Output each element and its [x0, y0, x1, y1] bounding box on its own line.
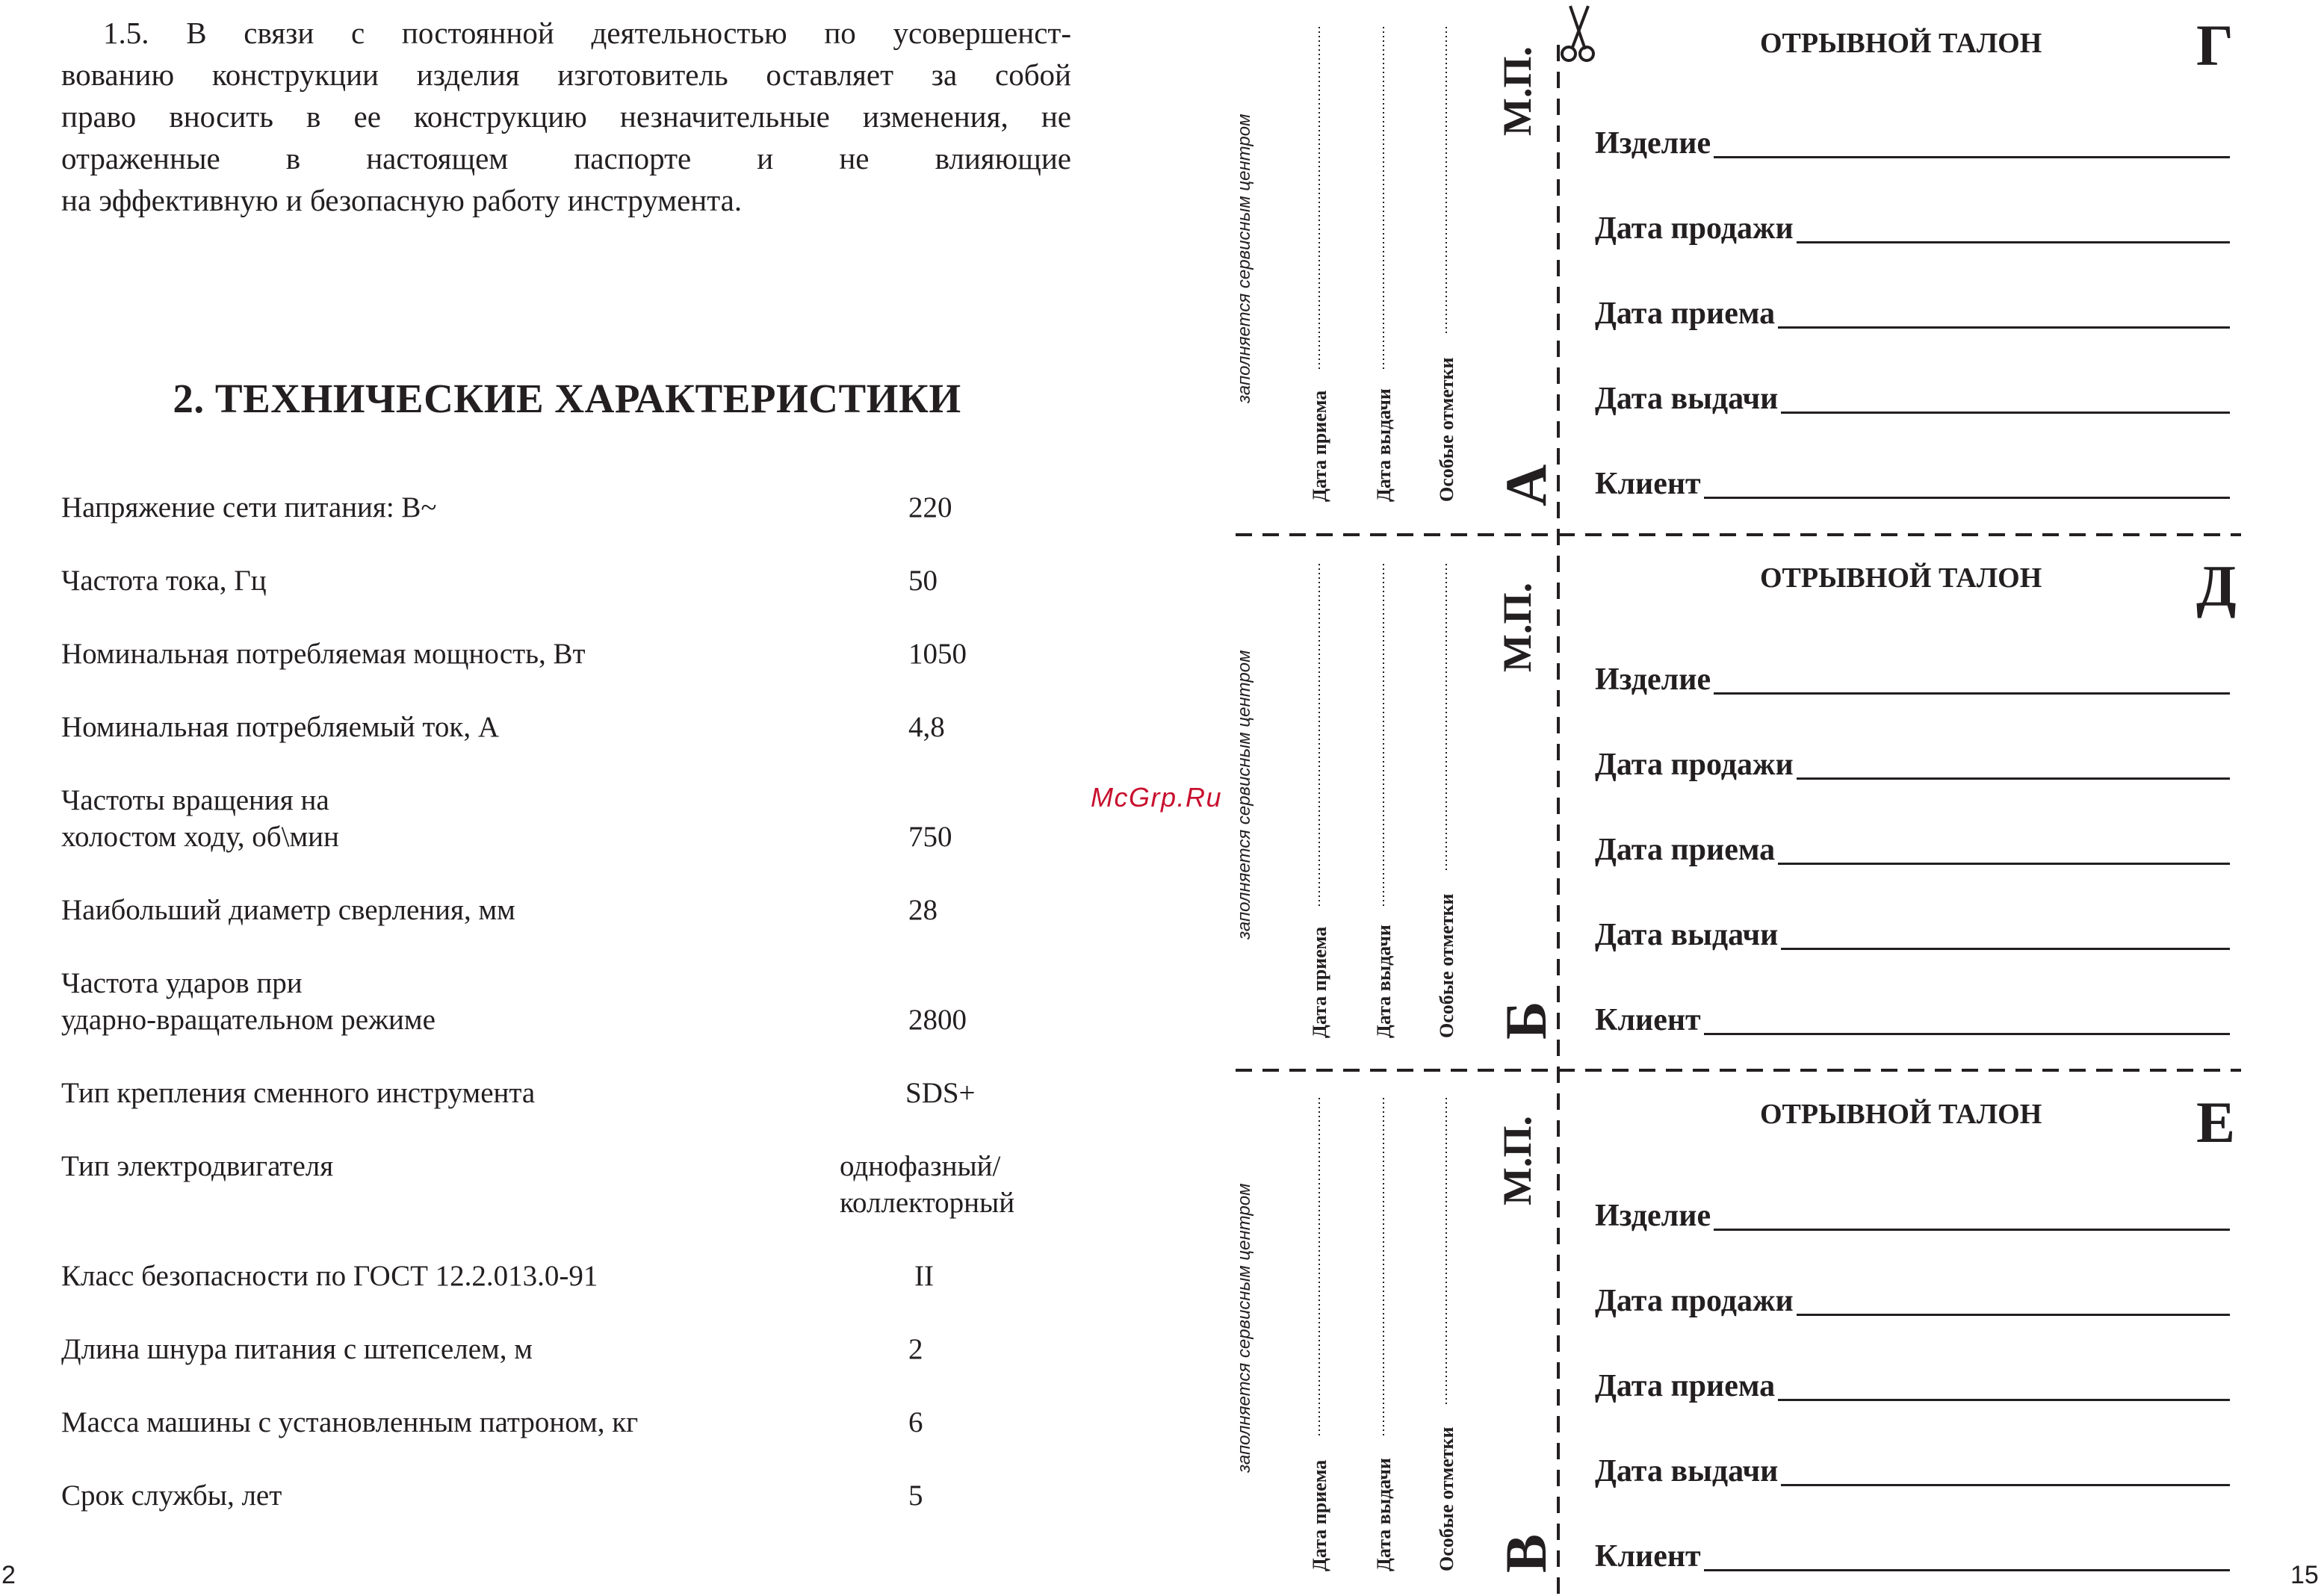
field-label: Дата продажи: [1595, 747, 1797, 783]
stamp-label: М.П.: [1495, 46, 1540, 136]
stamp-label: М.П.: [1495, 583, 1540, 672]
field-label: Изделие: [1595, 125, 1714, 161]
spec-label-continued: ударно-вращательном режиме: [61, 1004, 436, 1036]
spec-label: Наибольший диаметр сверления, мм: [61, 894, 515, 926]
field-label: Дата приема: [1595, 1368, 1778, 1404]
stub-date-issued: Дата выдачи: [1373, 388, 1395, 502]
page-number: 15: [2290, 1561, 2319, 1589]
service-note: заполняется сервисным центром: [1234, 650, 1254, 940]
spec-label: Длина шнура питания с штепселем, м: [61, 1333, 533, 1365]
stub-date-received: Дата приема: [1309, 390, 1330, 502]
spec-value: 2800: [908, 1004, 967, 1036]
coupon-field[interactable]: [1595, 294, 2230, 336]
field-label: Дата продажи: [1595, 211, 1797, 246]
stub-date-issued: Дата выдачи: [1373, 1458, 1395, 1571]
paragraph-line: вованию конструкции изделия изготовитель оставляет за собой: [61, 58, 1071, 92]
spec-value: 750: [908, 821, 952, 853]
coupon-field[interactable]: [1595, 209, 2230, 251]
stub-date-received: Дата приема: [1309, 1459, 1330, 1571]
field-label: Дата выдачи: [1595, 1453, 1781, 1489]
spec-label: Тип крепления сменного инструмента: [61, 1077, 536, 1109]
field-label: Дата приема: [1595, 832, 1778, 868]
stub-letter: А: [1493, 464, 1558, 506]
stub-special-notes: Особые отметки: [1436, 357, 1457, 502]
paragraph-text: 1.5. В связи с постоянной деятельностью по усовершенст-: [103, 16, 1071, 50]
coupon-field[interactable]: [1595, 660, 2230, 702]
spec-label: Срок службы, лет: [61, 1479, 282, 1512]
spec-value: II: [914, 1260, 934, 1292]
watermark: McGrp.Ru: [1091, 782, 1223, 813]
spec-label: Номинальная потребляемый ток, А: [61, 711, 500, 743]
field-label: Изделие: [1595, 662, 1714, 698]
field-label: Клиент: [1595, 1538, 1704, 1574]
coupon-field[interactable]: [1595, 745, 2230, 787]
service-note: заполняется сервисным центром: [1234, 1183, 1254, 1473]
stub-letter: Б: [1493, 1001, 1558, 1040]
coupon-field[interactable]: [1595, 830, 2230, 872]
field-label: Дата выдачи: [1595, 917, 1781, 953]
stub-special-notes: Особые отметки: [1436, 1426, 1457, 1571]
spec-label: Номинальная потребляемая мощность, Вт: [61, 638, 586, 670]
spec-value: 5: [908, 1479, 923, 1512]
field-label: Дата приема: [1595, 296, 1778, 332]
coupon-title: ОТРЫВНОЙ ТАЛОН: [1760, 28, 2042, 59]
spec-value: SDS+: [905, 1077, 976, 1109]
coupon-field[interactable]: [1595, 1452, 2230, 1494]
spec-label-continued: холостом ходу, об\мин: [61, 821, 339, 853]
coupon-title: ОТРЫВНОЙ ТАЛОН: [1760, 562, 2042, 594]
spec-value-continued: коллекторный: [840, 1187, 1015, 1219]
stub-letter: В: [1493, 1533, 1558, 1573]
coupon-field[interactable]: [1595, 124, 2230, 166]
coupon-field[interactable]: [1595, 465, 2230, 506]
paragraph-line: на эффективную и безопасную работу инструмента.: [61, 183, 743, 217]
spec-value: 2: [908, 1333, 923, 1365]
field-label: Дата выдачи: [1595, 381, 1781, 417]
stub-date-received: Дата приема: [1309, 926, 1330, 1038]
field-label: Дата продажи: [1595, 1283, 1797, 1319]
spec-value: 220: [908, 491, 952, 524]
page-number: 2: [1, 1561, 16, 1589]
coupon-field[interactable]: [1595, 1196, 2230, 1238]
scissors-icon: [1562, 6, 1593, 60]
spec-label: Напряжение сети питания: В~: [61, 491, 437, 524]
spec-value: 4,8: [908, 711, 945, 743]
service-note: заполняется сервисным центром: [1234, 114, 1254, 403]
field-label: Клиент: [1595, 466, 1704, 502]
spec-value: 50: [908, 565, 938, 597]
coupon-field[interactable]: [1595, 1001, 2230, 1043]
spec-label: Частоты вращения на: [61, 784, 329, 816]
spec-label: Тип электродвигателя: [61, 1150, 334, 1182]
stub-special-notes: Особые отметки: [1436, 893, 1457, 1038]
spec-label: Частота тока, Гц: [61, 565, 267, 597]
spec-value: 28: [908, 894, 938, 926]
section-title: 2. ТЕХНИЧЕСКИЕ ХАРАКТЕРИСТИКИ: [173, 376, 961, 421]
stamp-label: М.П.: [1495, 1116, 1540, 1205]
paragraph-line: право вносить в ее конструкцию незначительные изменения, не: [61, 99, 1071, 134]
paragraph-line: отраженные в настоящем паспорте и не влияющие: [61, 141, 1071, 176]
coupon-letter: Д: [2196, 553, 2237, 618]
spec-value: однофазный/: [840, 1150, 1001, 1182]
coupon-field[interactable]: [1595, 379, 2230, 421]
coupon-field[interactable]: [1595, 1367, 2230, 1409]
coupon-field[interactable]: [1595, 1282, 2230, 1323]
stub-date-issued: Дата выдачи: [1373, 925, 1395, 1038]
field-label: Изделие: [1595, 1198, 1714, 1234]
coupon-letter: Г: [2196, 13, 2234, 78]
spec-value: 1050: [908, 638, 967, 670]
spec-label: Масса машины с установленным патроном, кг: [61, 1406, 639, 1438]
coupon-field[interactable]: [1595, 916, 2230, 957]
field-label: Клиент: [1595, 1002, 1704, 1038]
spec-label: Класс безопасности по ГОСТ 12.2.013.0-91: [61, 1260, 598, 1292]
spec-label: Частота ударов при: [61, 967, 303, 999]
coupon-field[interactable]: [1595, 1537, 2230, 1579]
coupon-title: ОТРЫВНОЙ ТАЛОН: [1760, 1099, 2042, 1130]
spec-value: 6: [908, 1406, 923, 1438]
coupon-letter: Е: [2196, 1090, 2236, 1155]
